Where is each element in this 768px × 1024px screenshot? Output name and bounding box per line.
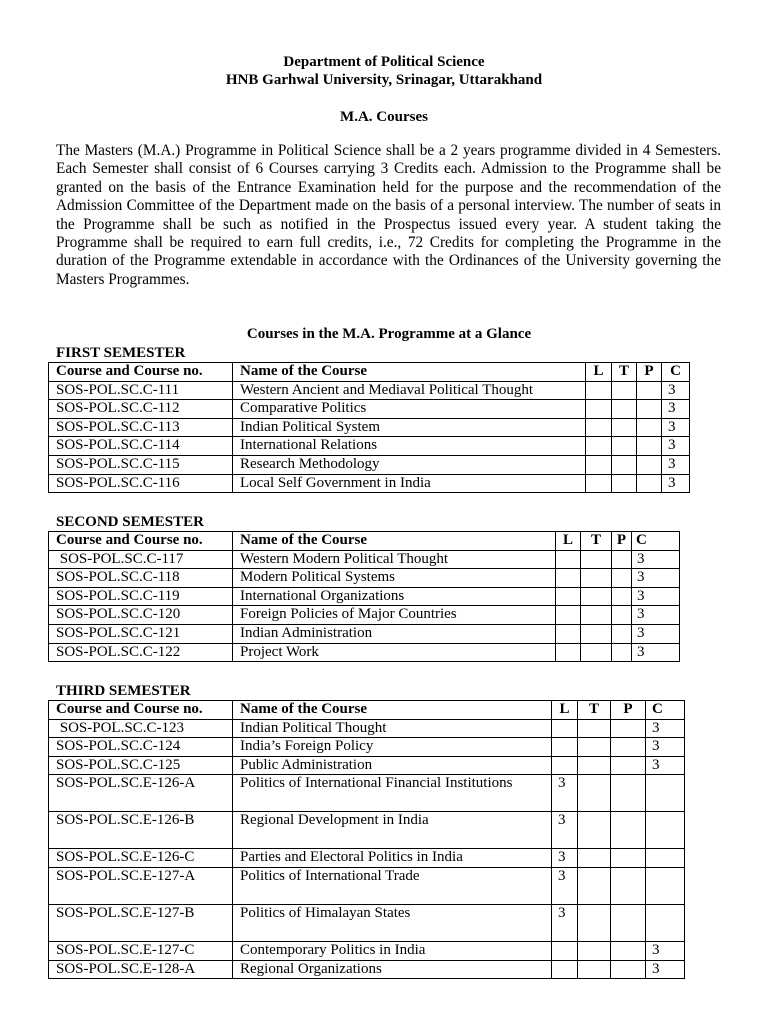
first-semester-table — [48, 362, 690, 493]
course-name: Parties and Electoral Politics in India — [233, 849, 552, 868]
course-credits: 3 — [646, 756, 685, 775]
university-heading: HNB Garhwal University, Srinagar, Uttarakhand — [225, 72, 543, 88]
course-code: SOS-POL.SC.E-126-B — [49, 812, 233, 849]
course-code: SOS-POL.SC.E-126-A — [49, 775, 233, 812]
course-code: SOS-POL.SC.E-127-A — [49, 867, 233, 904]
table-row — [49, 418, 690, 437]
col-header-t: T — [581, 532, 612, 551]
col-header-code: Course and Course no. — [49, 701, 233, 720]
course-credits — [646, 775, 685, 812]
table-row — [49, 775, 685, 812]
course-code: SOS-POL.SC.C-113 — [49, 418, 233, 437]
course-lectures — [552, 960, 578, 979]
table-header-row — [49, 701, 685, 720]
course-credits: 3 — [662, 474, 690, 493]
course-code: SOS-POL.SC.C-122 — [49, 643, 233, 662]
course-name: India’s Foreign Policy — [233, 738, 552, 757]
course-code: SOS-POL.SC.E-127-B — [49, 904, 233, 941]
course-code: SOS-POL.SC.C-121 — [49, 624, 233, 643]
col-header-l: L — [552, 701, 578, 720]
department-heading: Department of Political Science — [283, 54, 485, 70]
course-code: SOS-POL.SC.C-116 — [49, 474, 233, 493]
course-code: SOS-POL.SC.E-127-C — [49, 941, 233, 960]
course-lectures — [552, 756, 578, 775]
col-header-code: Course and Course no. — [49, 363, 233, 382]
course-name: Western Ancient and Mediaval Political Thought — [233, 381, 586, 400]
course-credits: 3 — [632, 624, 680, 643]
table-row — [49, 941, 685, 960]
table-row — [49, 474, 690, 493]
course-code: SOS-POL.SC.C-115 — [49, 455, 233, 474]
course-name: Indian Political Thought — [233, 719, 552, 738]
second-semester-table — [48, 531, 680, 662]
col-header-t: T — [612, 363, 637, 382]
course-name: Politics of Himalayan States — [233, 904, 552, 941]
third-semester-table — [48, 700, 685, 979]
course-code: SOS-POL.SC.C-123 — [49, 719, 233, 738]
course-credits: 3 — [632, 606, 680, 625]
course-credits: 3 — [662, 381, 690, 400]
course-code: SOS-POL.SC.C-118 — [49, 569, 233, 588]
table-row — [49, 550, 680, 569]
course-credits — [646, 904, 685, 941]
course-credits: 3 — [632, 569, 680, 588]
page-subtitle: M.A. Courses — [340, 109, 428, 125]
col-header-p: P — [637, 363, 662, 382]
table-row — [49, 643, 680, 662]
course-name: Indian Administration — [233, 624, 556, 643]
course-name: Regional Development in India — [233, 812, 552, 849]
course-name: Politics of International Financial Institutions — [233, 775, 552, 812]
table-row — [49, 812, 685, 849]
course-name: Western Modern Political Thought — [233, 550, 556, 569]
course-name: Local Self Government in India — [233, 474, 586, 493]
col-header-l: L — [586, 363, 612, 382]
table-row — [49, 904, 685, 941]
table-row — [49, 455, 690, 474]
table-row — [49, 849, 685, 868]
course-lectures — [552, 941, 578, 960]
course-name: Foreign Policies of Major Countries — [233, 606, 556, 625]
course-code: SOS-POL.SC.C-117 — [49, 550, 233, 569]
col-header-code: Course and Course no. — [49, 532, 233, 551]
course-lectures: 3 — [552, 812, 578, 849]
table-row — [49, 719, 685, 738]
col-header-c: C — [632, 532, 680, 551]
course-name: Politics of International Trade — [233, 867, 552, 904]
col-header-c: C — [662, 363, 690, 382]
table-row — [49, 606, 680, 625]
table-row — [49, 960, 685, 979]
col-header-c: C — [646, 701, 685, 720]
table-row — [49, 738, 685, 757]
table-row — [49, 569, 680, 588]
table-row — [49, 400, 690, 419]
first-semester-title: FIRST SEMESTER — [56, 345, 186, 361]
course-credits — [646, 867, 685, 904]
col-header-name: Name of the Course — [233, 532, 556, 551]
course-code: SOS-POL.SC.C-112 — [49, 400, 233, 419]
table-row — [49, 867, 685, 904]
course-name: Regional Organizations — [233, 960, 552, 979]
course-code: SOS-POL.SC.C-119 — [49, 587, 233, 606]
course-name: International Organizations — [233, 587, 556, 606]
course-lectures: 3 — [552, 849, 578, 868]
col-header-name: Name of the Course — [233, 701, 552, 720]
course-code: SOS-POL.SC.C-111 — [49, 381, 233, 400]
glance-title: Courses in the M.A. Programme at a Glance — [246, 326, 532, 342]
course-credits: 3 — [662, 437, 690, 456]
course-code: SOS-POL.SC.C-120 — [49, 606, 233, 625]
course-name: Modern Political Systems — [233, 569, 556, 588]
course-name: International Relations — [233, 437, 586, 456]
table-header-row — [49, 532, 680, 551]
course-name: Project Work — [233, 643, 556, 662]
third-semester-title: THIRD SEMESTER — [56, 683, 191, 699]
course-lectures — [552, 719, 578, 738]
course-credits — [646, 812, 685, 849]
second-semester-title: SECOND SEMESTER — [56, 514, 204, 530]
col-header-t: T — [578, 701, 611, 720]
col-header-l: L — [556, 532, 581, 551]
course-lectures: 3 — [552, 775, 578, 812]
col-header-p: P — [611, 701, 646, 720]
table-row — [49, 756, 685, 775]
col-header-name: Name of the Course — [233, 363, 586, 382]
course-name: Contemporary Politics in India — [233, 941, 552, 960]
course-credits: 3 — [646, 960, 685, 979]
course-name: Research Methodology — [233, 455, 586, 474]
course-lectures — [552, 738, 578, 757]
course-credits: 3 — [632, 643, 680, 662]
course-code: SOS-POL.SC.E-128-A — [49, 960, 233, 979]
course-code: SOS-POL.SC.C-114 — [49, 437, 233, 456]
table-row — [49, 587, 680, 606]
course-code: SOS-POL.SC.E-126-C — [49, 849, 233, 868]
table-row — [49, 624, 680, 643]
course-credits: 3 — [632, 550, 680, 569]
course-name: Comparative Politics — [233, 400, 586, 419]
table-row — [49, 381, 690, 400]
intro-paragraph: The Masters (M.A.) Programme in Political Science shall be a 2 years programme divided in 4 Semesters. Each Semester shall consist of 6 Courses carrying 3 Credits each. Admission to the Programme shall be granted on the basis of the Entrance Examination held for the purpose and the recommendation of the Admission Committee of the Department made on the basis of a personal interview. The number of seats in the Programme shall be such as notified in the Prospectus issued every year. A student taking the Programme shall be required to earn full credits, i.e., 72 Credits for completing the Programme in the duration of the Programme extendable in accordance with the Ordinances of the University governing the Masters Programmes. — [56, 142, 721, 288]
col-header-p: P — [612, 532, 632, 551]
course-code: SOS-POL.SC.C-124 — [49, 738, 233, 757]
course-credits: 3 — [646, 719, 685, 738]
course-credits: 3 — [646, 941, 685, 960]
table-row — [49, 437, 690, 456]
course-credits: 3 — [662, 418, 690, 437]
course-lectures: 3 — [552, 904, 578, 941]
course-credits: 3 — [632, 587, 680, 606]
table-header-row — [49, 363, 690, 382]
course-lectures: 3 — [552, 867, 578, 904]
course-credits: 3 — [662, 455, 690, 474]
course-credits: 3 — [662, 400, 690, 419]
course-name: Public Administration — [233, 756, 552, 775]
course-code: SOS-POL.SC.C-125 — [49, 756, 233, 775]
course-credits: 3 — [646, 738, 685, 757]
course-credits — [646, 849, 685, 868]
course-name: Indian Political System — [233, 418, 586, 437]
